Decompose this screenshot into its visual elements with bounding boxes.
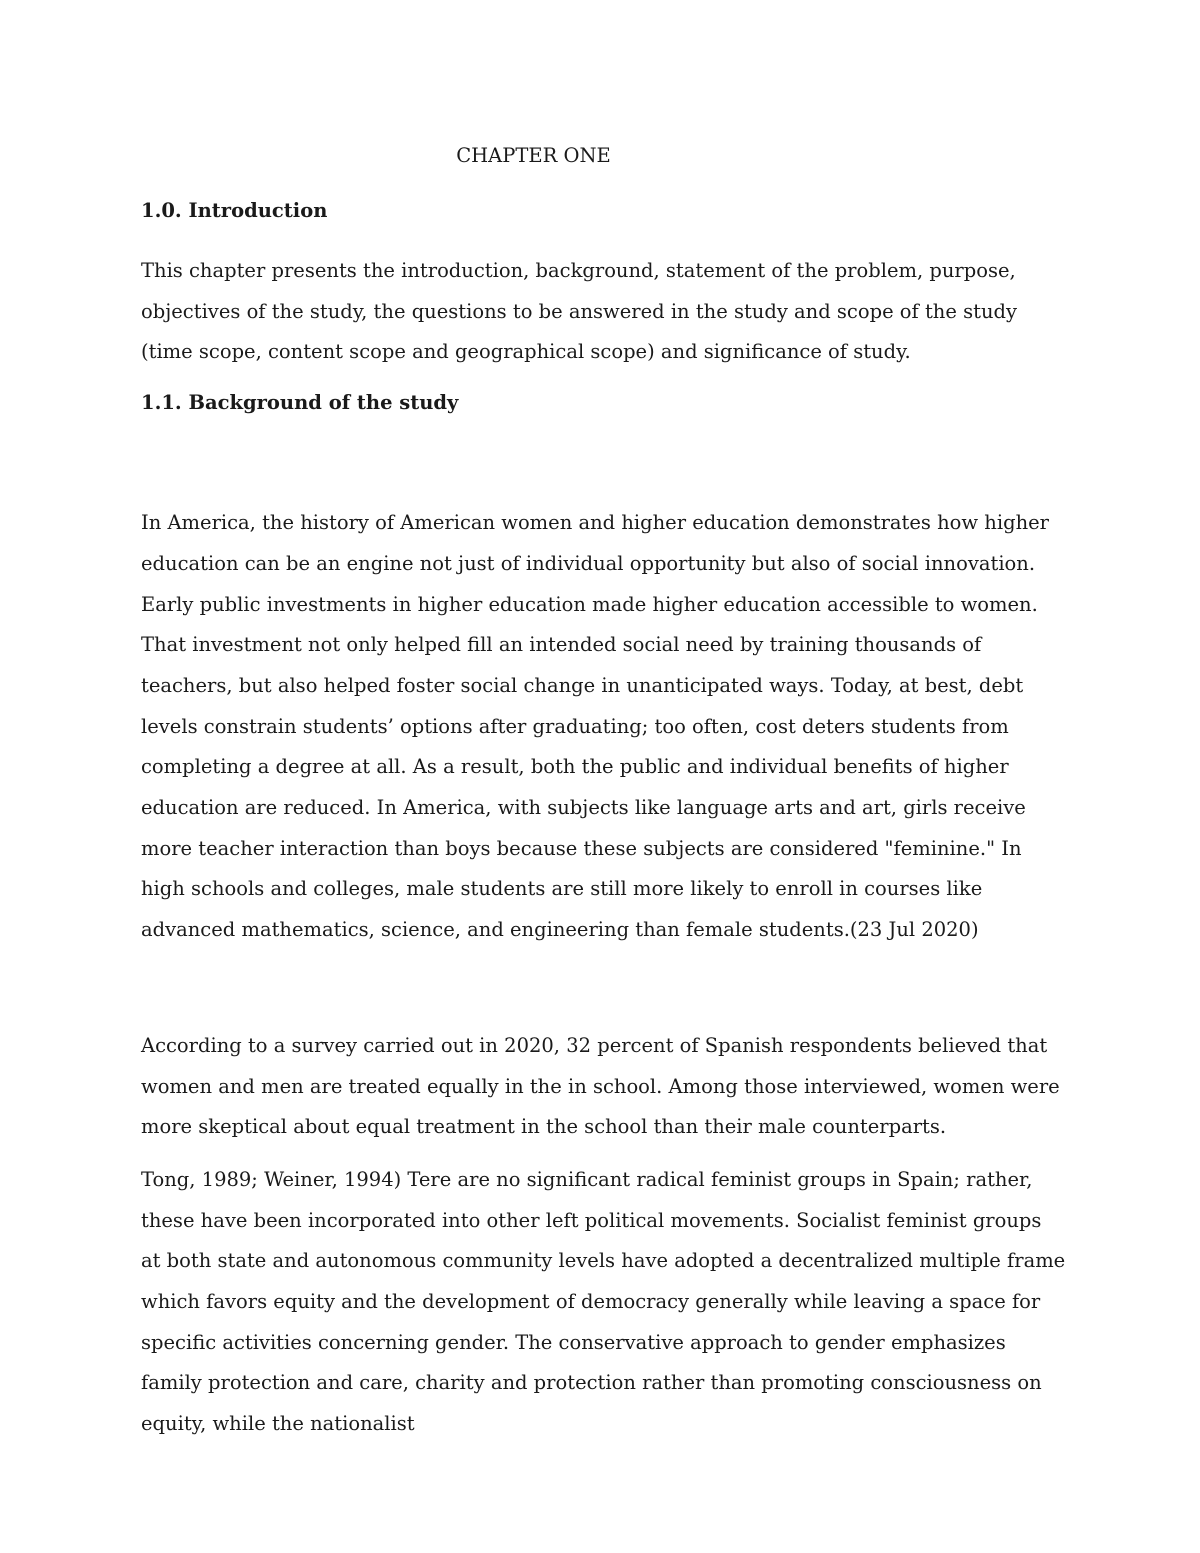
section-heading-background: 1.1. Background of the study [141, 391, 459, 415]
background-paragraph-2: According to a survey carried out in 2020, 32 percent of Spanish respondents believed that women and men are treated equally in the in school. Among those interviewed, women were more skeptical about equal treatment in the school than their male counterparts. [141, 1033, 1060, 1139]
background-paragraph-1: In America, the history of American women and higher education demonstrates how higher education can be an engine not just of individual opportunity but also of social innovation. Early public investments in higher education made higher education accessible to women. That investment not only helped fill an intended social need by training thousands of teachers, but also helped foster social change in unanticipated ways. Today, at best, debt levels constrain students’ options after graduating; too often, cost deters students from completing a degree at all. As a result, both the public and individual benefits of higher education are reduced. In America, with subjects like language arts and art, girls receive more teacher interaction than boys because these subjects are considered "feminine." In high schools and colleges, male students are still more likely to enroll in courses like advanced mathematics, science, and engineering than female students.(23 Jul 2020) [141, 511, 1050, 942]
section-heading-introduction: 1.0. Introduction [141, 199, 328, 222]
background-paragraph-3: Tong, 1989; Weiner, 1994) Tere are no significant radical feminist groups in Spain; rather, these have been incorporated into other left political movements. Socialist feminist groups at both state and autonomous community levels have adopted a decentralized multiple frame which favors equity and the development of democracy generally while leaving a space for specific activities concerning gender. The conservative approach to gender emphasizes family protection and care, charity and protection rather than promoting consciousness on equity, while the nationalist [141, 1167, 1066, 1436]
intro-paragraph: This chapter presents the introduction, background, statement of the problem, purpose, objectives of the study, the questions to be answered in the study and scope of the study (time scope, content scope and geographical scope) and significance of study. [141, 259, 1017, 364]
document-content [141, 140, 1066, 1445]
chapter-title: CHAPTER ONE [456, 144, 611, 167]
